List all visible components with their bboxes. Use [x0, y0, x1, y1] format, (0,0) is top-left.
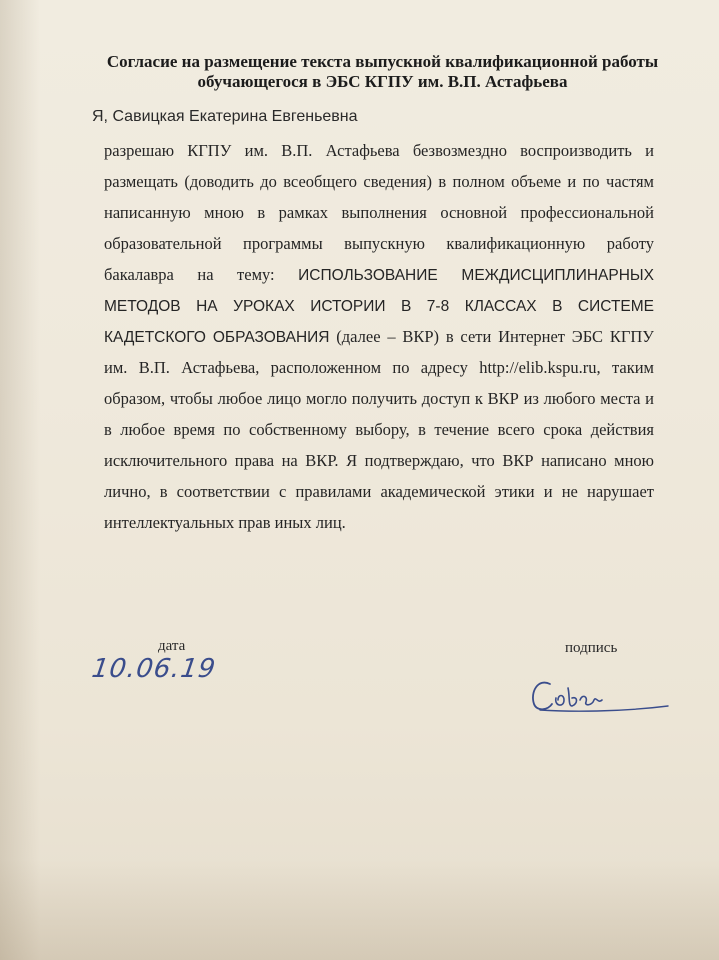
- body-line-13: интеллектуальных прав иных лиц.: [104, 513, 346, 532]
- author-line: Я, Савицкая Екатерина Евгеньевна: [92, 108, 358, 125]
- date-label: дата: [158, 638, 186, 654]
- thesis-topic-part-1: ИСПОЛЬЗОВАНИЕ МЕЖДИСЦИПЛИНАРНЫХ: [298, 267, 654, 284]
- consent-body: [104, 141, 654, 544]
- body-line-2: размещать (доводить до всеобщего сведения) в полном объеме и по частям: [104, 172, 654, 191]
- body-line-1: разрешаю КГПУ им. В.П. Астафьева безвозмездно воспроизводить и: [104, 141, 654, 160]
- title-line-2: обучающегося в ЭБС КГПУ им. В.П. Астафьева: [197, 72, 568, 91]
- body-line-12: лично, в соответствии с правилами академической этики и не нарушает: [104, 482, 654, 501]
- body-line-7: [104, 327, 654, 358]
- title-line-1: Согласие на размещение текста выпускной квалификационной работы: [106, 52, 659, 71]
- handwritten-date: 10.06.19: [89, 654, 218, 684]
- paper-shadow-left: [0, 0, 40, 960]
- body-line-4: образовательной программы выпускную квалификационную работу: [104, 234, 654, 253]
- thesis-topic-part-3: КАДЕТСКОГО ОБРАЗОВАНИЯ: [104, 329, 330, 346]
- body-line-9: образом, чтобы любое лицо могло получить доступ к ВКР из любого места и: [104, 389, 654, 408]
- body-line-6: [104, 296, 654, 327]
- paper-shadow-bottom: [0, 860, 719, 960]
- body-line-5-prefix: бакалавра на тему:: [104, 265, 275, 284]
- signature-label: подпись: [565, 640, 618, 656]
- handwritten-signature: [520, 670, 670, 720]
- body-line-3: написанную мною в рамках выполнения основной профессиональной: [104, 203, 654, 222]
- document-title: [60, 52, 705, 92]
- thesis-topic-part-2: МЕТОДОВ НА УРОКАХ ИСТОРИИ В 7-8 КЛАССАХ В СИСТЕМЕ: [104, 298, 654, 315]
- body-line-5: [104, 265, 654, 296]
- body-line-7-suffix: (далее – ВКР) в сети Интернет ЭБС КГПУ: [336, 327, 654, 346]
- body-line-11: исключительного права на ВКР. Я подтверждаю, что ВКР написано мною: [104, 451, 654, 470]
- body-line-8: им. В.П. Астафьева, расположенном по адресу http://elib.kspu.ru, таким: [104, 358, 654, 377]
- body-line-10: в любое время по собственному выбору, в течение всего срока действия: [104, 420, 654, 439]
